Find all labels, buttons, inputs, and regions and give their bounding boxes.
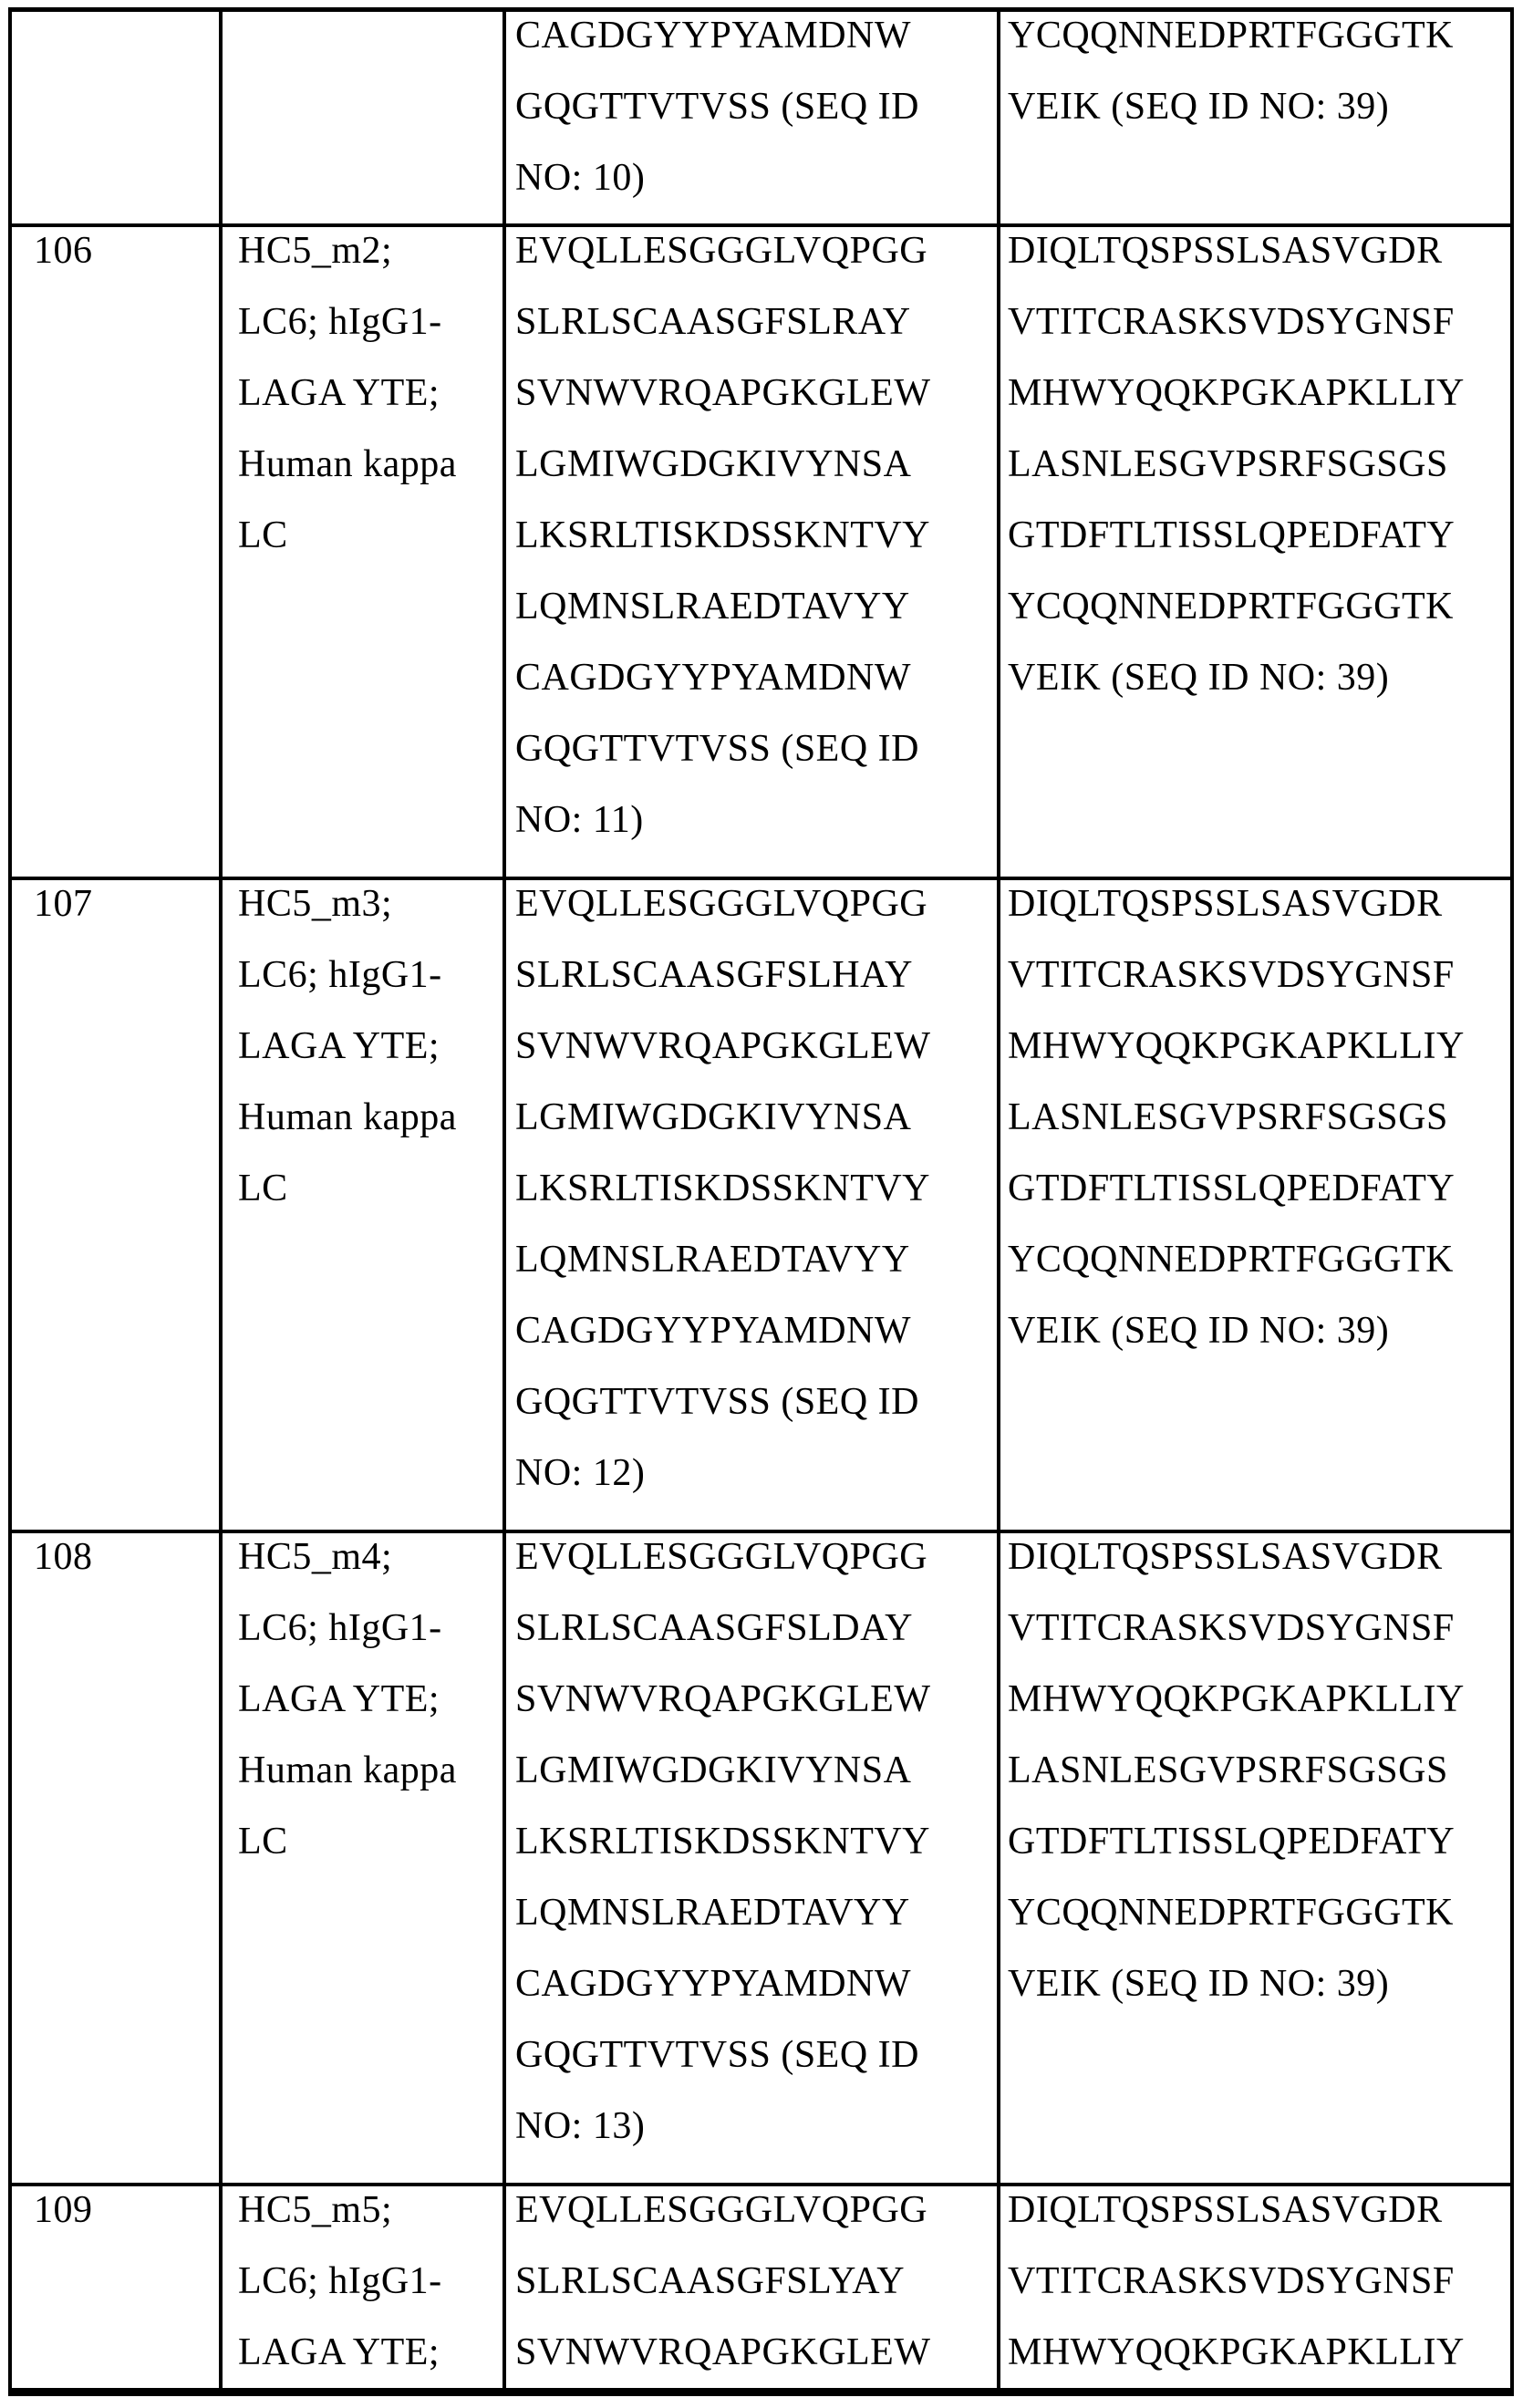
light-chain-sequence: DIQLTQSPSSLSASVGDR VTITCRASKSVDSYGNSF MHWYQQKPGKAPKLLIY LASNLESGVPSRFSGSGS GTDFTLTISSLQPEDFATY YCQQNNEDPRTFGGGTK VEIK (SEQ ID NO: 39) xyxy=(1008,230,1465,699)
row-number-cell xyxy=(12,2186,219,2388)
light-chain-sequence-cell xyxy=(1000,12,1510,223)
heavy-chain-sequence-cell xyxy=(506,12,997,223)
light-chain-sequence: YCQQNNEDPRTFGGGTK VEIK (SEQ ID NO: 39) xyxy=(1008,15,1454,128)
antibody-description-cell xyxy=(223,2186,502,2388)
row-number: 109 xyxy=(34,2189,93,2231)
antibody-description: HC5_m3; LC6; hIgG1- LAGA YTE; Human kappa LC xyxy=(238,883,457,1209)
heavy-chain-sequence: EVQLLESGGGLVQPGG SLRLSCAASGFSLDAY SVNWVRQAPGKGLEW LGMIWGDGKIVYNSA LKSRLTISKDSSKNTVY LQMNSLRAEDTAVYY CAGDGYYPYAMDNW GQGTTVTVSS (SEQ ID NO: 13) xyxy=(515,1536,931,2147)
heavy-chain-sequence: EVQLLESGGGLVQPGG SLRLSCAASGFSLHAY SVNWVRQAPGKGLEW LGMIWGDGKIVYNSA LKSRLTISKDSSKNTVY LQMNSLRAEDTAVYY CAGDGYYPYAMDNW GQGTTVTVSS (SEQ ID NO: 12) xyxy=(515,883,931,1494)
heavy-chain-sequence-cell xyxy=(506,2186,997,2388)
light-chain-sequence-cell xyxy=(1000,880,1510,1530)
antibody-description: HC5_m4; LC6; hIgG1- LAGA YTE; Human kappa LC xyxy=(238,1536,457,1863)
light-chain-sequence: DIQLTQSPSSLSASVGDR VTITCRASKSVDSYGNSF MHWYQQKPGKAPKLLIY LASNLESGVPSRFSGSGS GTDFTLTISSLQPEDFATY YCQQNNEDPRTFGGGTK VEIK (SEQ ID NO: 39) xyxy=(1008,1536,1465,2005)
light-chain-sequence-cell xyxy=(1000,227,1510,877)
light-chain-sequence-cell xyxy=(1000,1533,1510,2183)
row-number-cell xyxy=(12,12,219,223)
row-number: 106 xyxy=(34,230,93,272)
light-chain-sequence-cell xyxy=(1000,2186,1510,2388)
heavy-chain-sequence: EVQLLESGGGLVQPGG SLRLSCAASGFSLRAY SVNWVRQAPGKGLEW LGMIWGDGKIVYNSA LKSRLTISKDSSKNTVY LQMNSLRAEDTAVYY CAGDGYYPYAMDNW GQGTTVTVSS (SEQ ID NO: 11) xyxy=(515,230,931,841)
heavy-chain-sequence-cell xyxy=(506,227,997,877)
heavy-chain-sequence: EVQLLESGGGLVQPGG SLRLSCAASGFSLYAY SVNWVRQAPGKGLEW xyxy=(515,2189,931,2373)
row-number-cell xyxy=(12,227,219,877)
antibody-description-cell xyxy=(223,12,502,223)
antibody-description: HC5_m2; LC6; hIgG1- LAGA YTE; Human kappa LC xyxy=(238,230,457,556)
row-number-cell xyxy=(12,1533,219,2183)
antibody-sequence-table xyxy=(8,7,1514,2396)
heavy-chain-sequence-cell xyxy=(506,880,997,1530)
antibody-description: HC5_m5; LC6; hIgG1- LAGA YTE; xyxy=(238,2189,442,2373)
antibody-description-cell xyxy=(223,1533,502,2183)
heavy-chain-sequence-cell xyxy=(506,1533,997,2183)
row-number: 107 xyxy=(34,883,93,925)
light-chain-sequence: DIQLTQSPSSLSASVGDR VTITCRASKSVDSYGNSF MHWYQQKPGKAPKLLIY LASNLESGVPSRFSGSGS GTDFTLTISSLQPEDFATY YCQQNNEDPRTFGGGTK VEIK (SEQ ID NO: 39) xyxy=(1008,883,1465,1352)
light-chain-sequence: DIQLTQSPSSLSASVGDR VTITCRASKSVDSYGNSF MHWYQQKPGKAPKLLIY xyxy=(1008,2189,1465,2373)
row-number-cell xyxy=(12,880,219,1530)
row-number: 108 xyxy=(34,1536,93,1578)
antibody-description-cell xyxy=(223,227,502,877)
antibody-description-cell xyxy=(223,880,502,1530)
heavy-chain-sequence: CAGDGYYPYAMDNW GQGTTVTVSS (SEQ ID NO: 10) xyxy=(515,15,919,199)
